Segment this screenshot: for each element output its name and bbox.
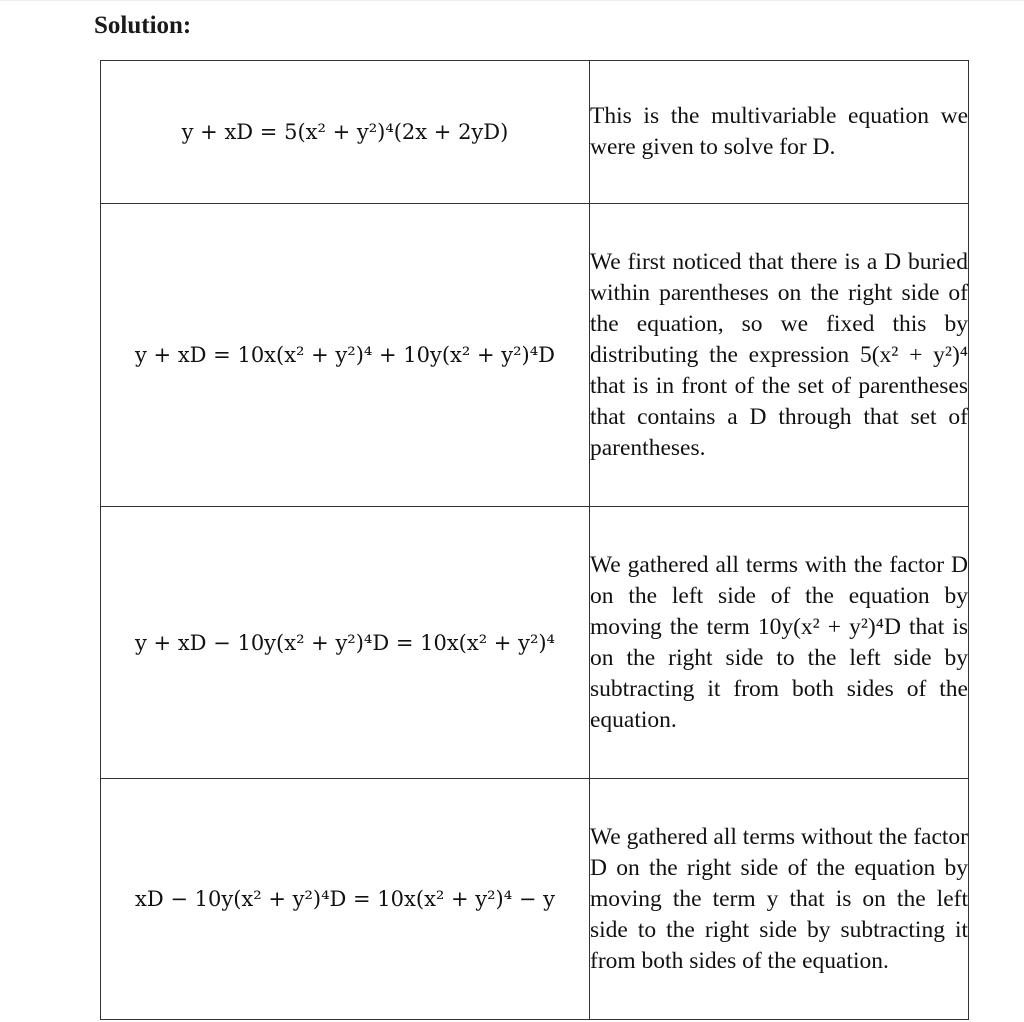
equation-cell <box>101 779 590 1020</box>
explanation-cell <box>590 779 969 1020</box>
explanation-cell <box>590 204 969 507</box>
table-row <box>101 507 969 779</box>
table-row <box>101 61 969 204</box>
equation-cell <box>101 61 590 204</box>
table-row <box>101 779 969 1020</box>
top-divider <box>0 0 1024 1</box>
equation-text: y + xD = 5(x² + y²)⁴(2x + 2yD) <box>181 120 509 144</box>
solution-heading: Solution: <box>94 12 192 39</box>
explanation-text: We first noticed that there is a D buried within parentheses on the right side of the equation, so we fixed this by distributing the expression 5(x² + y²)⁴ that is in front of the set of parentheses that contains a D through that set of parentheses. <box>590 248 968 461</box>
equation-cell <box>101 204 590 507</box>
equation-text: y + xD − 10y(x² + y²)⁴D = 10x(x² + y²)⁴ <box>135 630 555 655</box>
table-row <box>101 204 969 507</box>
equation-cell <box>101 507 590 779</box>
explanation-cell <box>590 61 969 204</box>
explanation-text: We gathered all terms with the factor D on the left side of the equation by moving the term 10y(x² + y²)⁴D that is on the right side to the left side by subtracting it from both sides of the equation. <box>590 551 968 733</box>
explanation-text: This is the multivariable equation we were given to solve for D. <box>590 103 968 160</box>
solution-table <box>100 60 969 1020</box>
explanation-cell <box>590 507 969 779</box>
equation-text: xD − 10y(x² + y²)⁴D = 10x(x² + y²)⁴ − y <box>135 887 555 911</box>
equation-text: y + xD = 10x(x² + y²)⁴ + 10y(x² + y²)⁴D <box>135 343 555 367</box>
explanation-text: We gathered all terms without the factor D on the right side of the equation by moving the term y that is on the left side to the right side by subtracting it from both sides of the equation. <box>590 823 968 974</box>
